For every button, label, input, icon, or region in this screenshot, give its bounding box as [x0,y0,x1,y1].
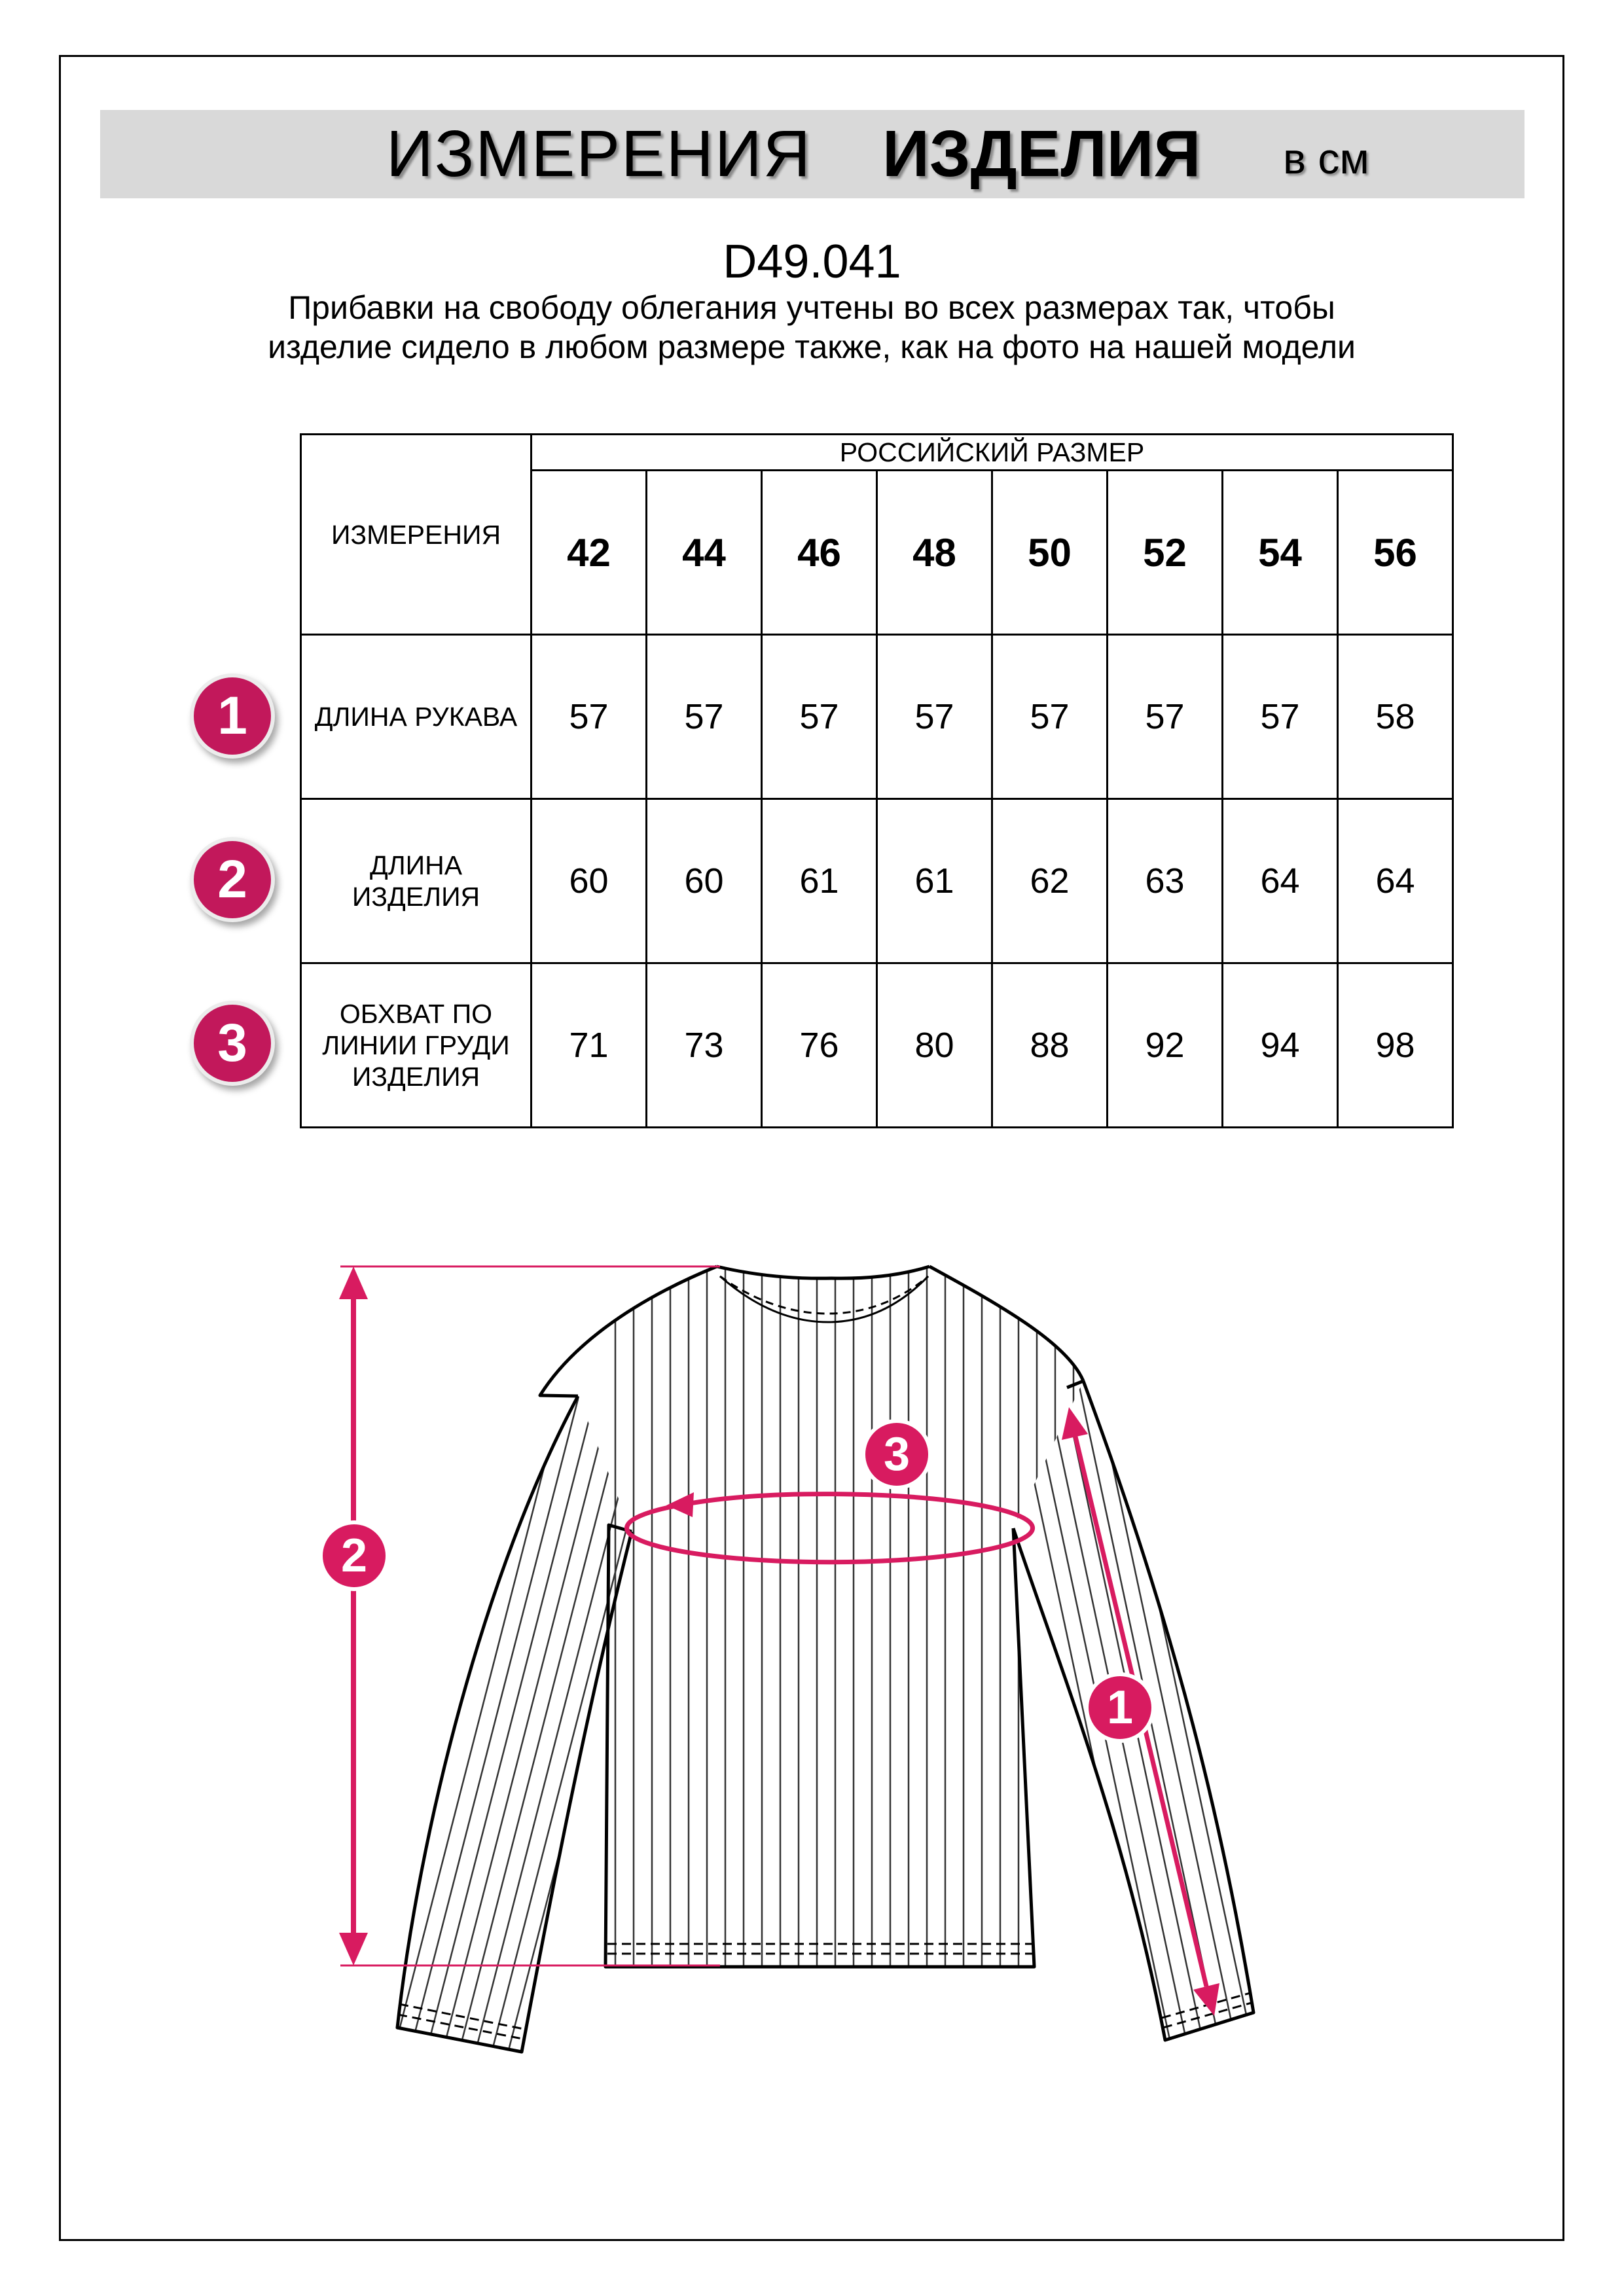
cell-value: 64 [1338,799,1453,963]
size-header: 42 [532,471,647,635]
cell-value: 57 [1108,635,1223,799]
cell-value: 73 [647,963,762,1128]
left-sleeve-ribbing [393,1394,694,2055]
body-ribbing [615,1244,1074,1970]
cell-value: 71 [532,963,647,1128]
size-header: 56 [1338,471,1453,635]
size-header: 52 [1108,471,1223,635]
size-header: 44 [647,471,762,635]
cell-value: 60 [647,799,762,963]
diagram-marker-chest: 3 [861,1419,932,1490]
cell-value: 94 [1223,963,1338,1128]
cell-value: 62 [992,799,1108,963]
corner-label: ИЗМЕРЕНИЯ [301,435,532,635]
size-header: 54 [1223,471,1338,635]
size-header: 46 [762,471,877,635]
cell-value: 76 [762,963,877,1128]
header-units: в см [1283,134,1369,183]
size-header: 50 [992,471,1108,635]
header-title-regular: ИЗМЕРЕНИЯ [386,117,812,190]
cell-value: 92 [1108,963,1223,1128]
cell-value: 63 [1108,799,1223,963]
cell-value: 98 [1338,963,1453,1128]
size-system-header: РОССИЙСКИЙ РАЗМЕР [532,435,1453,471]
row-number-badge: 1 [194,677,271,755]
cell-value: 61 [877,799,992,963]
cell-value: 57 [992,635,1108,799]
row-label: ДЛИНА РУКАВА [301,635,532,799]
cell-value: 57 [1223,635,1338,799]
length-measurement [339,1266,720,1965]
cell-value: 80 [877,963,992,1128]
diagram-marker-length: 2 [319,1520,389,1591]
neckband [720,1276,928,1322]
header-title-bold: ИЗДЕЛИЯ [882,117,1201,190]
cell-value: 57 [762,635,877,799]
cell-value: 88 [992,963,1108,1128]
fit-note: Прибавки на свободу облегания учтены во всех размерах так, чтобы изделие сидело в любом размере также, как на фото на нашей модели [268,289,1356,365]
cell-value: 60 [532,799,647,963]
cell-value: 58 [1338,635,1453,799]
article-number: D49.041 [723,236,901,288]
sweater-outline [397,1266,1254,2052]
cell-value: 64 [1223,799,1338,963]
cell-value: 57 [532,635,647,799]
row-number-badge: 2 [194,841,271,918]
row-label: ОБХВАТ ПО ЛИНИИ ГРУДИ ИЗДЕЛИЯ [301,963,532,1128]
cell-value: 61 [762,799,877,963]
diagram-marker-sleeve: 1 [1085,1672,1155,1743]
cell-value: 57 [647,635,762,799]
chest-measurement [627,1492,1033,1562]
row-number-badge: 3 [194,1005,271,1082]
cell-value: 57 [877,635,992,799]
size-header: 48 [877,471,992,635]
row-label: ДЛИНА ИЗДЕЛИЯ [301,799,532,963]
